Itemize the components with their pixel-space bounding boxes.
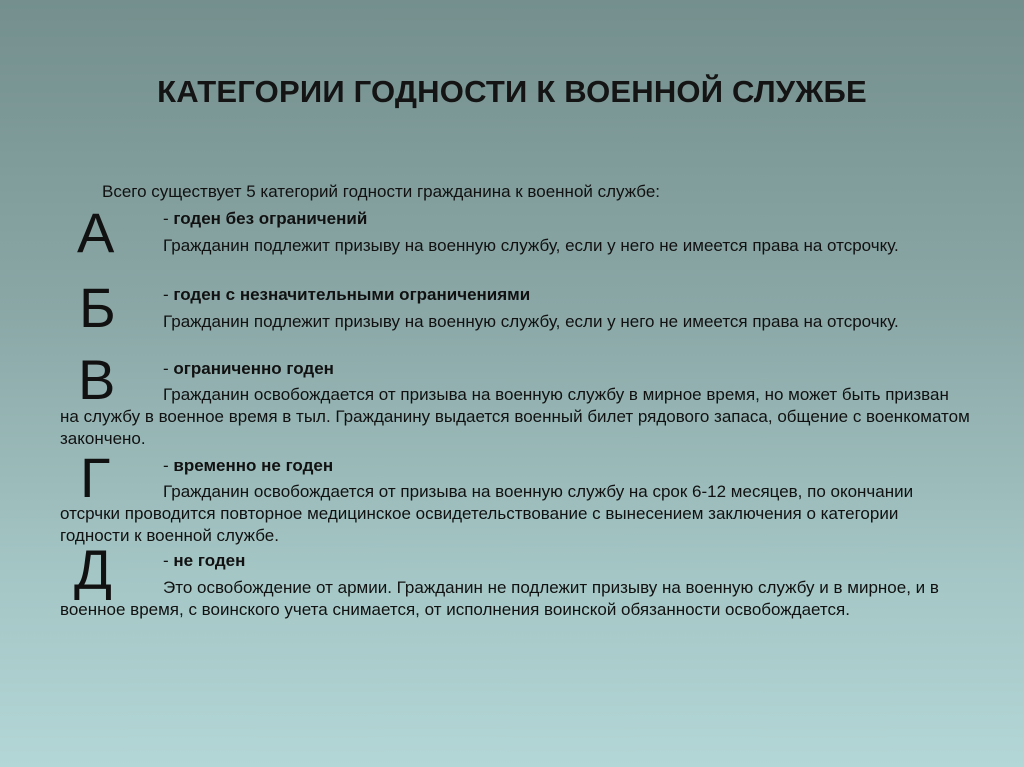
category-label: временно не годен [173, 456, 334, 475]
category-description: Гражданин освобождается от призыва на военную службу на срок 6-12 месяцев, по окончании отсрчки проводится повторное медицинское освидетельствование с вынесением заключения о категории годности к военной службе. [60, 482, 914, 545]
slide-title: КАТЕГОРИИ ГОДНОСТИ К ВОЕННОЙ СЛУЖБЕ [157, 74, 867, 109]
category-description: Гражданин подлежит призыву на военную службу, если у него не имеется права на отсрочку. [163, 236, 899, 255]
category-label: годен без ограничений [173, 209, 368, 228]
category-heading [163, 455, 333, 477]
category-heading [163, 358, 334, 380]
category-letter: Г [80, 446, 111, 509]
category-description: Гражданин освобождается от призыва на военную службу в мирное время, но может быть призван на службу в военное время в тыл. Гражданину выдается военный билет рядового запаса, общение с военкоматом закончено. [60, 385, 970, 448]
category-letter: Д [74, 538, 112, 601]
category-dash: - [163, 456, 174, 475]
category-dash: - [163, 359, 174, 378]
category-description: Гражданин подлежит призыву на военную службу, если у него не имеется права на отсрочку. [163, 312, 899, 331]
category-heading [163, 284, 530, 306]
category-label: не годен [173, 551, 246, 570]
category-heading [163, 550, 245, 572]
category-letter: Б [79, 276, 116, 339]
category-dash: - [163, 285, 174, 304]
intro-text: Всего существует 5 категорий годности гражданина к военной службе: [102, 182, 661, 201]
category-label: ограниченно годен [173, 359, 334, 378]
category-letter: А [77, 201, 115, 264]
category-heading [163, 208, 367, 230]
category-description: Это освобождение от армии. Гражданин не подлежит призыву на военную службу и в мирное, и в военное время, с воинского учета снимается, от исполнения воинской обязанности освобождается. [60, 578, 939, 619]
category-dash: - [163, 551, 174, 570]
category-letter: В [78, 348, 116, 411]
category-label: годен с незначительными ограничениями [173, 285, 531, 304]
category-dash: - [163, 209, 174, 228]
